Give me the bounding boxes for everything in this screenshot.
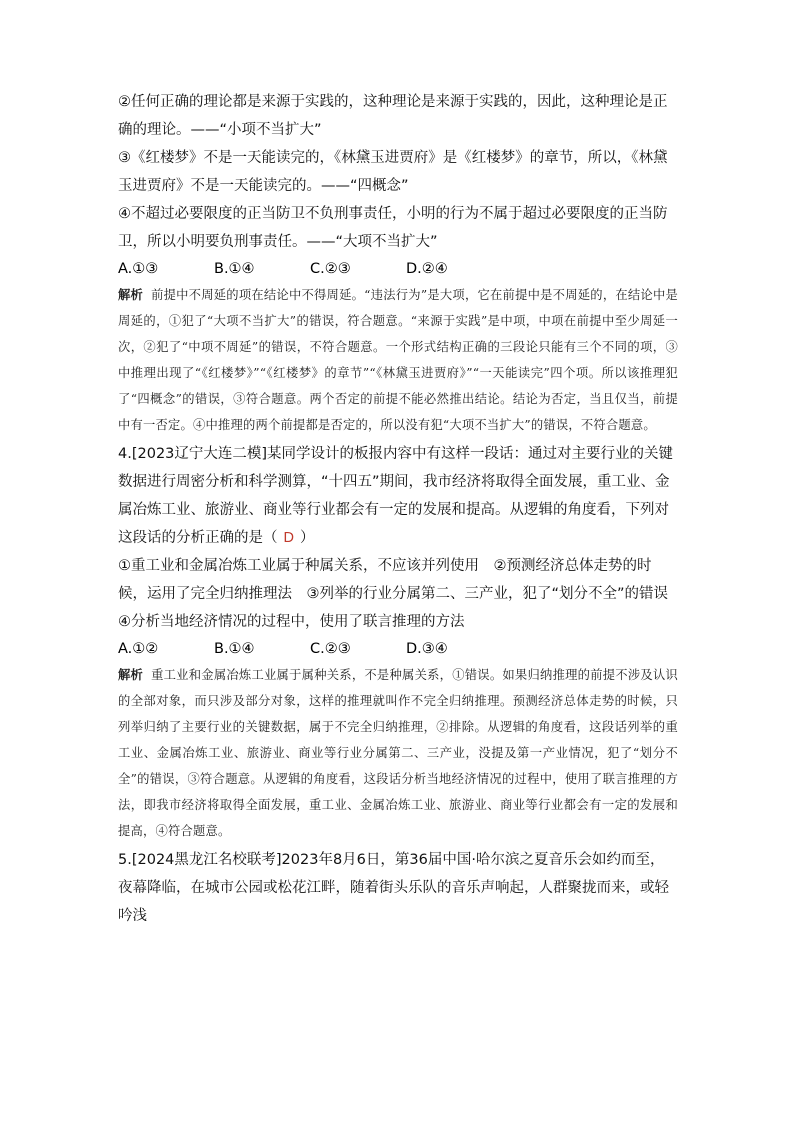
q4-stem-text: 4.[2023辽宁大连二模]某同学设计的板报内容中有这样一段话：通过对主要行业的关键数据进行周密分析和科学测算，“十四五”期间，我市经济将取得全面发展，重工业、金属冶炼工业、旅游业、商业等行业都会有一定的发展和提高。从逻辑的角度看，下列对这段话的分析正确的是（ <box>118 446 674 546</box>
q3-item-2: ②任何正确的理论都是来源于实践的，这种理论是来源于实践的，因此，这种理论是正确的理论。——“小项不当扩大” <box>118 94 668 138</box>
q3-options <box>118 256 678 282</box>
q4-option-c: C.②③ <box>310 641 351 657</box>
q3-analysis-label: 解析 <box>118 288 144 302</box>
q4-option-a: A.①② <box>118 641 159 657</box>
q3-analysis <box>118 282 678 438</box>
q3-item-3: ③《红楼梦》不是一天能读完的，《林黛玉进贾府》是《红楼梦》的章节，所以，《林黛玉进贾府》不是一天能读完的。——“四概念” <box>118 150 668 194</box>
q3-option-b: B.①④ <box>214 261 255 277</box>
q3-option-a: A.①③ <box>118 261 159 277</box>
q3-option-c: C.②③ <box>310 261 351 277</box>
q4-option-d: D.③④ <box>406 641 448 657</box>
q4-answer: D <box>283 530 294 546</box>
page-content <box>118 88 683 930</box>
q4-analysis-label: 解析 <box>118 668 144 682</box>
q3-item-4: ④不超过必要限度的正当防卫不负刑事责任，小明的行为不属于超过必要限度的正当防卫，所以小明要负刑事责任。——“大项不当扩大” <box>118 206 668 250</box>
q4-option-b: B.①④ <box>214 641 255 657</box>
q4-stem-close: ） <box>299 530 315 546</box>
q4-analysis-text: 重工业和金属冶炼工业属于属种关系，不是种属关系，①错误。如果归纳推理的前提不涉及认识的全部对象，而只涉及部分对象，这样的推理就叫作不完全归纳推理。预测经济总体走势的时候，只列举归纳了主要行业的关键数据，属于不完全归纳推理，②排除。从逻辑的角度看，这段话列举的重工业、金属冶炼工业、旅游业、商业等行业分属第二、三产业，没提及第一产业情况，犯了“划分不全”的错误，③符合题意。从逻辑的角度看，这段话分析当地经济情况的过程中，使用了联言推理的方法，即我市经济将取得全面发展，重工业、金属冶炼工业、旅游业、商业等行业都会有一定的发展和提高，④符合题意。 <box>118 668 678 838</box>
q4-items: ①重工业和金属冶炼工业属于种属关系，不应该并列使用 ②预测经济总体走势的时候，运用了完全归纳推理法 ③列举的行业分属第二、三产业，犯了“划分不全”的错误 ④分析当地经济情况的过程中，使用了联言推理的方法 <box>118 558 683 630</box>
q3-analysis-text: 前提中不周延的项在结论中不得周延。“违法行为”是大项，它在前提中是不周延的，在结论中是周延的，①犯了“大项不当扩大”的错误，符合题意。“来源于实践”是中项，中项在前提中至少周延一次，②犯了“中项不周延”的错误，不符合题意。一个形式结构正确的三段论只能有三个不同的项，③中推理出现了“《红楼梦》”“《红楼梦》的章节”“《林黛玉进贾府》”“一天能读完”四个项。所以该推理犯了“四概念”的错误，③符合题意。两个否定的前提不能必然推出结论。结论为否定，当且仅当，前提中有一否定。④中推理的两个前提都是否定的，所以没有犯“大项不当扩大”的错误，不符合题意。 <box>118 288 678 432</box>
q4-stem <box>118 440 678 552</box>
q3-option-d: D.②④ <box>406 261 448 277</box>
q5-stem: 5.[2024黑龙江名校联考]2023年8月6日，第36届中国·哈尔滨之夏音乐会如约而至，夜幕降临，在城市公园或松花江畔，随着街头乐队的音乐声响起，人群聚拢而来，或轻吟浅 <box>118 852 669 924</box>
q4-analysis <box>118 662 678 844</box>
q4-options <box>118 636 678 662</box>
